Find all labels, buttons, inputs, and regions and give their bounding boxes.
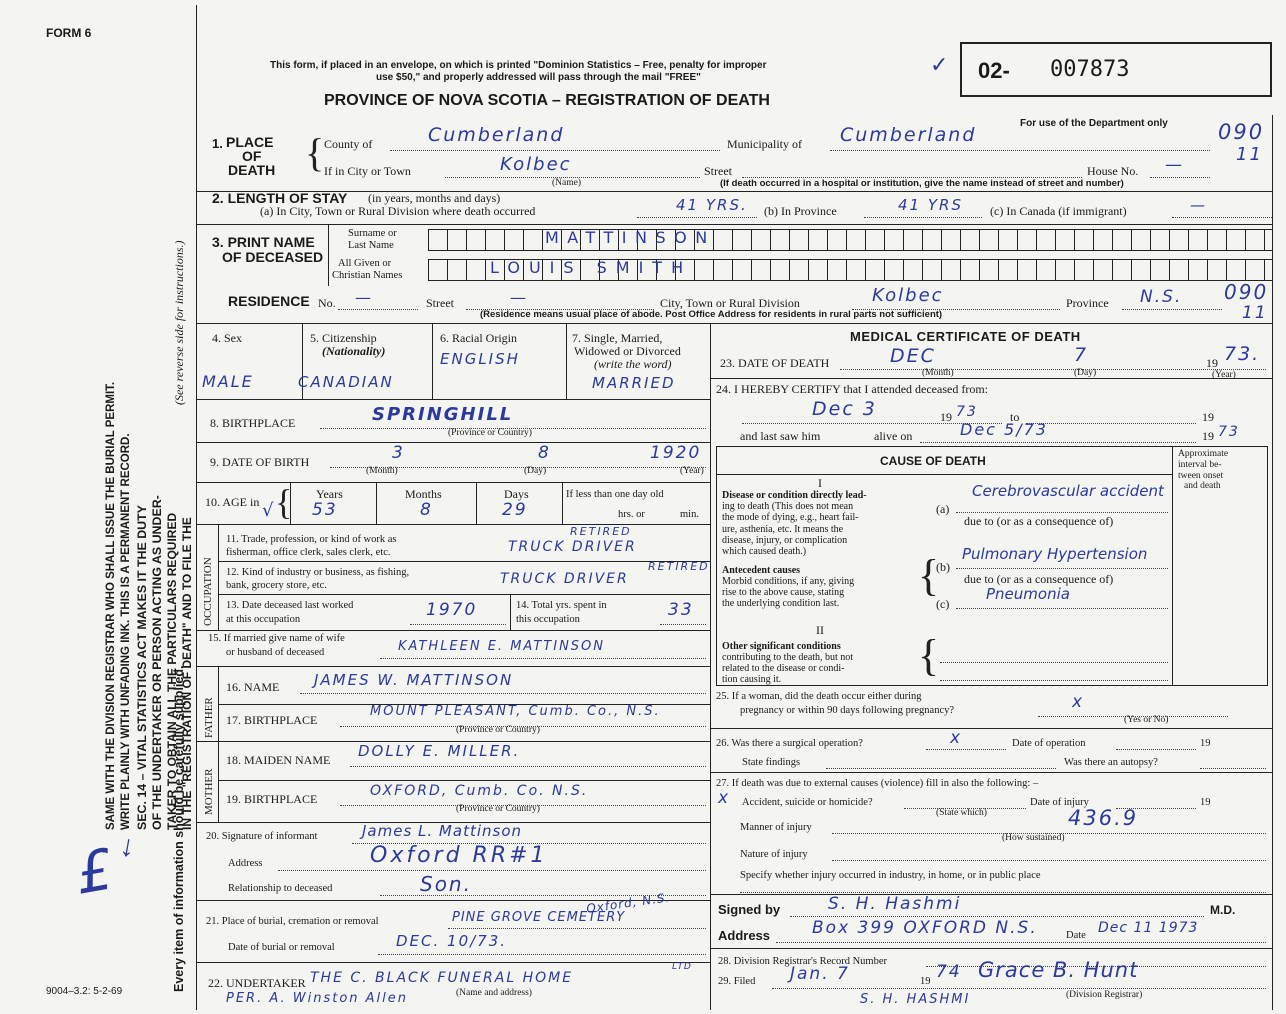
woman-label-2: pregnancy or within 90 days following pregnancy? [740,705,955,716]
occ-12-label-1: 12. Kind of industry or business, as fishing, [226,567,410,578]
spouse-label-2: or husband of deceased [226,647,325,658]
side-text-line6: WRITE PLAINLY WITH UNFADING INK. THIS IS A PERMANENT RECORD. [120,433,132,830]
hrs-label: hrs. or [618,509,645,520]
cause-c-value: Pneumonia [986,585,1070,603]
date-of-death-label: 23. DATE OF DEATH [720,356,830,370]
death-year-cap: (Year) [1212,370,1236,380]
death-month-cap: (Month) [922,368,954,378]
given-label-2: Christian Names [332,270,403,281]
how-sustained-cap: (How sustained) [1002,833,1065,843]
check-mark-icon: ✓ [930,52,949,77]
occ-13-label-1: 13. Date deceased last worked [226,600,354,611]
res-province-label: Province [1066,296,1109,310]
hospital-note: (If death occurred in a hospital or institution, give the name instead of street and number) [720,178,1124,189]
right-border [1272,115,1273,1010]
stay-c-label: (c) In Canada (if immigrant) [990,204,1127,218]
side-text-line7: Every item of information should be carefully supplied. [172,665,186,992]
antecedent-line-3: rise to the above cause, stating [722,587,845,598]
marital-label-1: 7. Single, Married, [572,331,663,345]
years-label: Years [316,487,343,501]
age-days-value: 29 [502,500,528,520]
surgical-answer: x [950,728,963,748]
attend-from-nineteen: 19 [940,410,952,424]
nature-label: Nature of injury [740,849,808,860]
informant-address-label: Address [228,858,263,869]
accident-label: Accident, suicide or homicide? [742,797,873,808]
given-value: LOUIS SMITH [490,258,693,277]
surname-value: MATTINSON [545,228,716,247]
death-nineteen: 19 [1206,356,1218,370]
brace-icon: { [305,130,325,175]
given-label-1: All Given or [338,258,392,269]
marital-label-2: Widowed or Divorced [574,344,681,358]
stay-a-label: (a) In City, Town or Rural Division where death occurred [260,204,536,218]
stay-title: 2. LENGTH OF STAY [212,190,348,206]
operation-nineteen: 19 [1200,738,1211,749]
side-text-line2: OF THE UNDERTAKER OR PERSON ACTING AS UNDER- [150,495,164,830]
father-birthplace-label: 17. BIRTHPLACE [226,713,318,727]
municipality-value: Cumberland [840,124,977,146]
cause-b-label: (b) [936,560,950,574]
undertaker-cap: (Name and address) [456,988,532,998]
res-province-value: N.S. [1140,287,1183,307]
to-label: to [1010,410,1020,424]
yes-no-cap: (Yes or No) [1124,715,1169,725]
state-findings-label: State findings [742,757,801,768]
total-years-value: 33 [668,600,694,620]
autopsy-label: Was there an autopsy? [1064,757,1158,768]
city-town-label: If in City or Town [324,164,411,178]
birthplace-8-label: 8. BIRTHPLACE [210,416,296,430]
side-text-line1: SEC. 14 – VITAL STATISTICS ACT MAKES IT THE DUTY [135,505,149,830]
surname-label-2: Last Name [348,240,394,251]
occ-retired-2: RETIRED [648,560,710,573]
racial-value: ENGLISH [440,350,520,368]
mail-notice-2: use $50," and properly addressed will pass through the mail "FREE" [376,72,701,83]
name-caption: (Name) [552,178,582,188]
approx-3: tween onset [1178,471,1224,481]
burial-date-value: DEC. 10/73. [396,932,508,950]
filed-stamp: S. H. HASHMI [860,992,971,1007]
res-no-value: — [355,288,373,307]
certify-label: 24. I HEREBY CERTIFY that I attended deceased from: [716,382,988,396]
dob-year: 1920 [650,443,702,463]
filed-label: 29. Filed [718,976,756,987]
death-day-cap: (Day) [1074,368,1097,378]
marital-label-3: (write the word) [594,357,672,371]
disease-line-2: ing to death (This does not mean [722,501,854,513]
res-street-value: — [510,288,528,307]
disease-line-1: Disease or condition directly lead- [722,490,867,501]
registration-number-box [960,42,1272,97]
signed-by-value: S. H. Hashmi [828,894,962,914]
antecedent-block [722,565,854,609]
roman-2: II [816,623,824,637]
mother-birthplace-value: OXFORD, Cumb. Co. N.S. [370,783,589,799]
sex-label: 4. Sex [212,331,242,345]
margin-check-icon: ↓ [117,828,138,865]
filed-nineteen: 19 [920,976,931,987]
stay-sub: (in years, months and days) [368,191,501,205]
woman-label-1: 25. If a woman, did the death occur either during [716,691,922,702]
death-year: 73. [1224,343,1261,365]
other-line-3: related to the disease or condi- [722,663,845,674]
external-label: 27. If death was due to external causes (violence) fill in also the following: – [716,778,1039,789]
occ-industry-value: TRUCK DRIVER [500,571,629,587]
date-operation-label: Date of operation [1012,738,1086,749]
date-injury-label: Date of injury [1030,797,1089,808]
burial-place-value-1: Oxford, N.S. [585,890,672,916]
registrar-number-value: 436.9 [1068,806,1139,830]
alive-on-label: alive on [874,429,913,443]
dept-code-2: 11 [1236,144,1263,165]
cause-a-label: (a) [936,502,950,516]
cause-a-value: Cerebrovascular accident [972,482,1164,500]
birthplace-value: SPRINGHILL [372,404,514,425]
due-to-label-1: due to (or as a consequence of) [964,514,1114,528]
mother-maiden-label: 18. MAIDEN NAME [226,753,331,767]
age-label: 10. AGE in [205,495,260,509]
print-name-label-1: 3. PRINT NAME [212,234,315,250]
death-day: 7 [1074,344,1089,366]
last-saw-label: and last saw him [740,429,821,443]
occ-13-label-2: at this occupation [226,614,301,625]
side-text-line4: IN THE "REGISTRATION OF DEATH" AND TO FILE THE [180,517,194,830]
min-label: min. [680,509,699,520]
street-label: Street [704,164,732,178]
last-saw-year: 73 [1218,424,1240,440]
mother-maiden-value: DOLLY E. MILLER. [358,742,521,760]
less-day-label: If less than one day old [566,489,664,500]
age-months-value: 8 [420,500,433,520]
occ-trade-value: TRUCK DRIVER [508,539,637,555]
sign-date-value: Dec 11 1973 [1098,920,1199,936]
roman-1: I [818,476,822,490]
father-name-label: 16. NAME [226,680,280,694]
left-border [196,5,197,1010]
months-label: Months [405,487,442,501]
disease-line-3: the mode of dying, e.g., heart fail- [722,512,859,524]
other-block [722,641,853,685]
father-side-label: FATHER [203,697,215,738]
other-line-2: contributing to the death, but not [722,652,854,663]
disease-line-6: which caused death.) [722,546,807,558]
attend-from-year: 73 [956,404,978,420]
father-name-value: JAMES W. MATTINSON [314,671,514,689]
mother-side-label: MOTHER [203,768,215,815]
residence-label: RESIDENCE [228,293,310,309]
date-label: Date [1066,930,1086,941]
antecedent-line-1: Antecedent causes [722,565,801,576]
surname-label-1: Surname or [348,228,397,239]
to-nineteen: 19 [1202,410,1214,424]
county-value: Cumberland [428,124,565,146]
specify-label: Specify whether injury occurred in industry, in home, or in public place [740,870,1041,881]
age-check-icon: √ [262,500,276,521]
other-line-4: tion causing it. [722,674,782,685]
antecedent-line-4: the underlying condition last. [722,598,840,609]
birthplace-caption: (Province or Country) [448,428,532,438]
medical-title: MEDICAL CERTIFICATE OF DEATH [850,329,1081,344]
dept-code-1: 090 [1218,120,1265,144]
cause-c-label: (c) [936,597,950,611]
informant-signature: James L. Mattinson [362,822,523,840]
burial-place-label: 21. Place of burial, cremation or removal [206,916,379,927]
marital-value: MARRIED [592,374,676,392]
undertaker-label: 22. UNDERTAKER [208,976,306,990]
woman-answer: x [1072,692,1085,712]
last-saw-value: Dec 5/73 [960,420,1048,439]
division-registrar-cap: (Division Registrar) [1066,990,1143,1000]
filed-date-value: Jan. 7 [790,964,850,984]
res-street-label: Street [426,296,454,310]
citizenship-value: CANADIAN [298,373,394,391]
side-text-line5: SAME WITH THE DIVISION REGISTRAR WHO SHALL ISSUE THE BURIAL PERMIT. [105,381,117,830]
relationship-label: Relationship to deceased [228,883,333,894]
side-text-line8: (See reverse side for instructions.) [172,240,186,405]
print-code: 9004–3.2: 5-2-69 [46,986,123,997]
cause-title: CAUSE OF DEATH [880,454,986,468]
registration-number: 007873 [1050,57,1130,82]
form-title: PROVINCE OF NOVA SCOTIA – REGISTRATION OF DEATH [324,92,770,109]
injury-nineteen: 19 [1200,797,1211,808]
burial-date-label: Date of burial or removal [228,942,335,953]
accident-answer: x [718,788,731,808]
last-saw-nineteen: 19 [1202,429,1214,443]
occ-12-label-2: bank, grocery store, etc. [226,580,327,591]
age-brace-icon: { [275,482,293,522]
approx-2: interval be- [1178,460,1222,470]
informant-address-value: Oxford RR#1 [370,843,548,868]
occ-14-label-2: this occupation [516,614,580,625]
house-no-label: House No. [1087,164,1139,178]
res-city-value: Kolbec [872,285,944,306]
place-label-2: OF [242,148,262,164]
surgical-label: 26. Was there a surgical operation? [716,738,863,749]
citizenship-label-2: (Nationality) [322,344,386,358]
dob-month: 3 [392,443,405,463]
dob-year-cap: (Year) [680,466,704,476]
form-number: FORM 6 [46,26,92,40]
death-month: DEC [890,345,936,367]
approx-4: and death [1184,481,1221,491]
occ-14-label-1: 14. Total yrs. spent in [516,600,607,611]
city-town-value: Kolbec [500,154,572,175]
dob-day-cap: (Day) [524,466,547,476]
mother-birthplace-cap: (Province or Country) [456,804,540,814]
state-which-cap: (State which) [936,808,987,818]
place-label-3: DEATH [228,162,276,178]
antecedent-line-2: Morbid conditions, if any, giving [722,576,855,587]
county-label: County of [324,137,373,151]
house-no-value: — [1165,155,1184,175]
registration-prefix: 02- [978,58,1010,83]
age-years-value: 53 [312,500,338,520]
days-label: Days [504,487,529,501]
undertaker-value: THE C. BLACK FUNERAL HOME [310,970,574,986]
antecedent-brace-icon: { [918,551,940,600]
citizenship-label-1: 5. Citizenship [310,331,377,345]
burial-place-value-2: PINE GROVE CEMETERY [452,910,626,925]
occ-11-label-1: 11. Trade, profession, or kind of work as [226,534,397,545]
disease-line-4: ure, asthenia, etc. It means the [722,523,844,535]
registrar-signature: Grace B. Hunt [978,958,1139,982]
last-worked-value: 1970 [426,600,478,620]
dob-day: 8 [538,443,551,463]
approx-1: Approximate [1178,449,1229,459]
md-label: M.D. [1210,903,1236,917]
spouse-label-1: 15. If married give name of wife [208,633,345,644]
racial-label: 6. Racial Origin [440,331,517,345]
father-birthplace-value: MOUNT PLEASANT, Cumb. Co., N.S. [370,704,661,719]
res-no-label: No. [318,296,336,310]
mother-birthplace-label: 19. BIRTHPLACE [226,792,318,806]
place-num: 1. [212,136,223,151]
other-line-1: Other significant conditions [722,641,841,652]
undertaker-ltd: LTD [672,962,692,972]
dob-label: 9. DATE OF BIRTH [210,455,310,469]
record-number-label: 28. Division Registrar's Record Number [718,956,887,967]
stay-b-label: (b) In Province [764,204,837,218]
signer-address-label: Address [718,928,771,943]
other-brace-icon: { [918,631,940,680]
father-birthplace-cap: (Province or Country) [456,725,540,735]
mail-notice-1: This form, if placed in an envelope, on which is printed "Dominion Statistics – Free, penalty for improper [270,60,767,71]
spouse-value: KATHLEEN E. MATTINSON [398,639,606,654]
side-text-line3: TAKER TO OBTAIN ALL THE PARTICULARS REQUIRED [165,512,179,830]
residence-note: (Residence means usual place of abode. Post Office Address for residents in rural parts not sufficient) [480,309,943,320]
signer-address-value: Box 399 OXFORD N.S. [812,918,1038,938]
dob-month-cap: (Month) [366,466,398,476]
manner-label: Manner of injury [740,822,812,833]
cause-b-value: Pulmonary Hypertension [962,545,1148,563]
sex-value: MALE [202,372,254,391]
dept-use: For use of the Department only [1020,118,1168,129]
stay-b-value: 41 YRS [898,196,963,214]
relationship-value: Son. [420,872,472,896]
signed-by-label: Signed by [718,902,781,917]
attend-from-value: Dec 3 [812,398,877,420]
occ-11-label-2: fisherman, office clerk, sales clerk, etc. [226,547,391,558]
occupation-side-label: OCCUPATION [202,557,214,626]
municipality-label: Municipality of [727,137,802,151]
print-name-label-2: OF DECEASED [222,249,324,265]
disease-line-5: disease, injury, or complication [722,534,848,546]
due-to-label-2: due to (or as a consequence of) [964,572,1114,586]
res-city-label: City, Town or Rural Division [660,296,800,310]
margin-mark: £ [70,837,118,908]
dept-code-3: 090 [1224,280,1269,304]
place-label-1: PLACE [226,134,274,150]
stay-c-value: — [1190,196,1207,214]
filed-year-value: 74 [936,962,962,982]
undertaker-per: PER. A. Winston Allen [226,991,409,1006]
occ-retired-1: RETIRED [570,525,632,538]
dept-code-4: 11 [1242,303,1268,323]
stay-a-value: 41 YRS. [676,196,748,214]
informant-label: 20. Signature of informant [206,831,318,842]
disease-block [722,490,867,557]
